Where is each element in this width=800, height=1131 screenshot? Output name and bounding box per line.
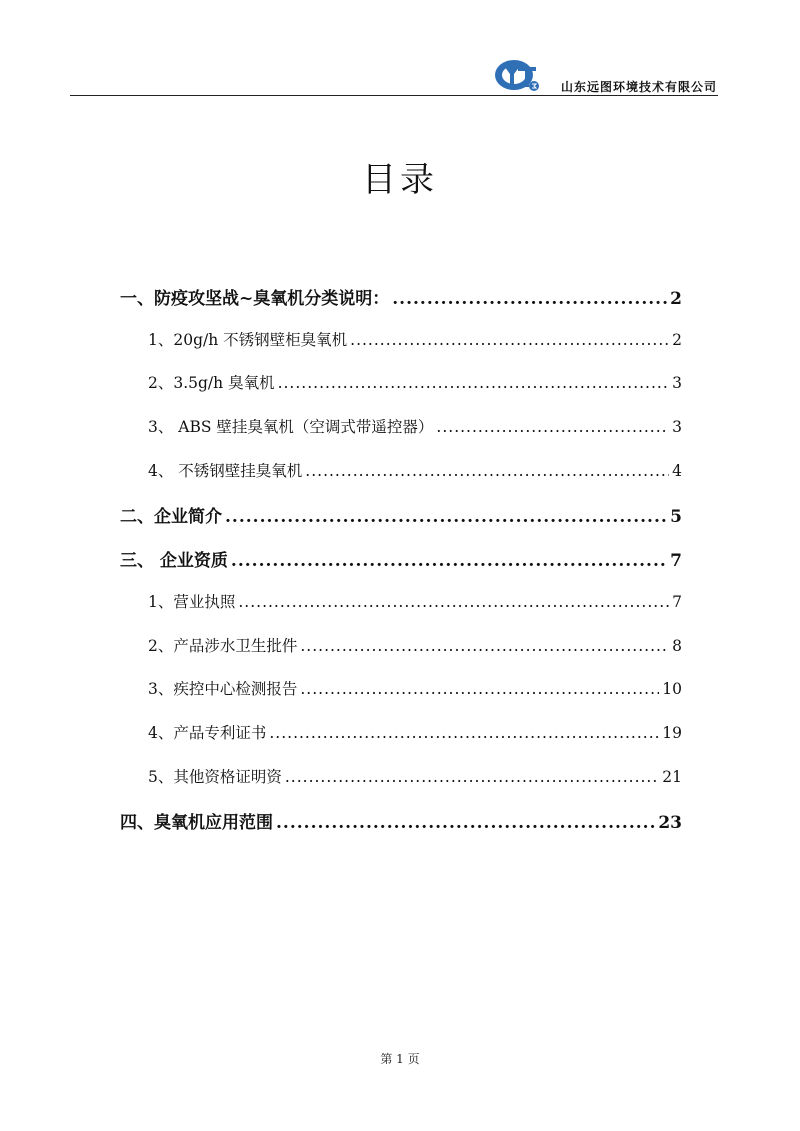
toc-entry[interactable] (120, 415, 682, 459)
page-title: 目录 (362, 160, 438, 200)
toc-entry-label: 4、 不锈钢壁挂臭氧机 (148, 461, 303, 480)
toc-entry-label: 2、产品涉水卫生批件 (148, 636, 298, 655)
toc-leader-dots (392, 289, 667, 309)
table-of-contents (120, 284, 682, 852)
toc-leader-dots (276, 813, 655, 833)
toc-entry-page: 2 (672, 330, 682, 349)
toc-leader-dots (231, 551, 667, 571)
toc-entry[interactable] (120, 765, 682, 809)
toc-entry-label: 3、疾控中心检测报告 (148, 680, 298, 699)
toc-leader-dots (269, 724, 659, 742)
toc-entry-label: 三、 企业资质 (120, 551, 228, 572)
toc-entry-label: 一、防疫攻坚战~臭氧机分类说明： (120, 289, 390, 309)
toc-entry-page: 3 (672, 418, 682, 437)
toc-leader-dots (300, 637, 669, 655)
toc-entry[interactable] (120, 284, 682, 328)
toc-entry-page: 23 (658, 813, 682, 834)
toc-entry-page: 7 (672, 592, 682, 611)
toc-entry-label: 2、3.5g/h 臭氧机 (148, 374, 275, 393)
toc-leader-dots (285, 768, 659, 786)
toc-entry[interactable] (120, 634, 682, 678)
toc-entry-page: 7 (670, 551, 682, 572)
toc-entry[interactable] (120, 590, 682, 634)
toc-leader-dots (305, 462, 669, 480)
toc-entry-label: 1、营业执照 (148, 592, 236, 611)
toc-leader-dots (436, 418, 669, 436)
toc-entry-label: 二、企业简介 (120, 507, 222, 528)
yt3-logo-icon (494, 58, 540, 92)
toc-entry-page: 5 (670, 507, 682, 528)
toc-entry-page: 19 (662, 723, 682, 742)
toc-entry-label: 3、 ABS 壁挂臭氧机（空调式带遥控器） (148, 418, 434, 437)
page-number-footer: 第 1 页 (380, 1052, 420, 1066)
toc-leader-dots (300, 680, 659, 698)
toc-leader-dots (238, 593, 669, 611)
toc-leader-dots (278, 374, 670, 392)
toc-entry-label: 1、20g/h 不锈钢壁柜臭氧机 (148, 330, 348, 349)
toc-entry-page: 21 (662, 767, 682, 786)
toc-entry[interactable] (120, 328, 682, 372)
toc-entry[interactable] (120, 502, 682, 546)
toc-entry-page: 3 (672, 374, 682, 393)
toc-entry-page: 4 (672, 461, 682, 480)
toc-leader-dots (350, 331, 669, 349)
header-divider (70, 95, 718, 96)
company-name: 山东远图环境技术有限公司 (560, 80, 717, 94)
toc-entry[interactable] (120, 721, 682, 765)
toc-entry-label: 四、臭氧机应用范围 (120, 813, 273, 834)
toc-entry[interactable] (120, 459, 682, 503)
toc-entry[interactable] (120, 677, 682, 721)
toc-entry[interactable] (120, 808, 682, 852)
toc-entry-page: 8 (672, 636, 682, 655)
toc-entry-page: 2 (670, 289, 682, 309)
toc-entry[interactable] (120, 546, 682, 590)
toc-leader-dots (225, 507, 667, 527)
toc-entry[interactable] (120, 371, 682, 415)
toc-entry-label: 4、产品专利证书 (148, 723, 267, 742)
page-header (70, 58, 720, 96)
toc-entry-page: 10 (662, 680, 682, 699)
toc-entry-label: 5、其他资格证明资 (148, 767, 282, 786)
